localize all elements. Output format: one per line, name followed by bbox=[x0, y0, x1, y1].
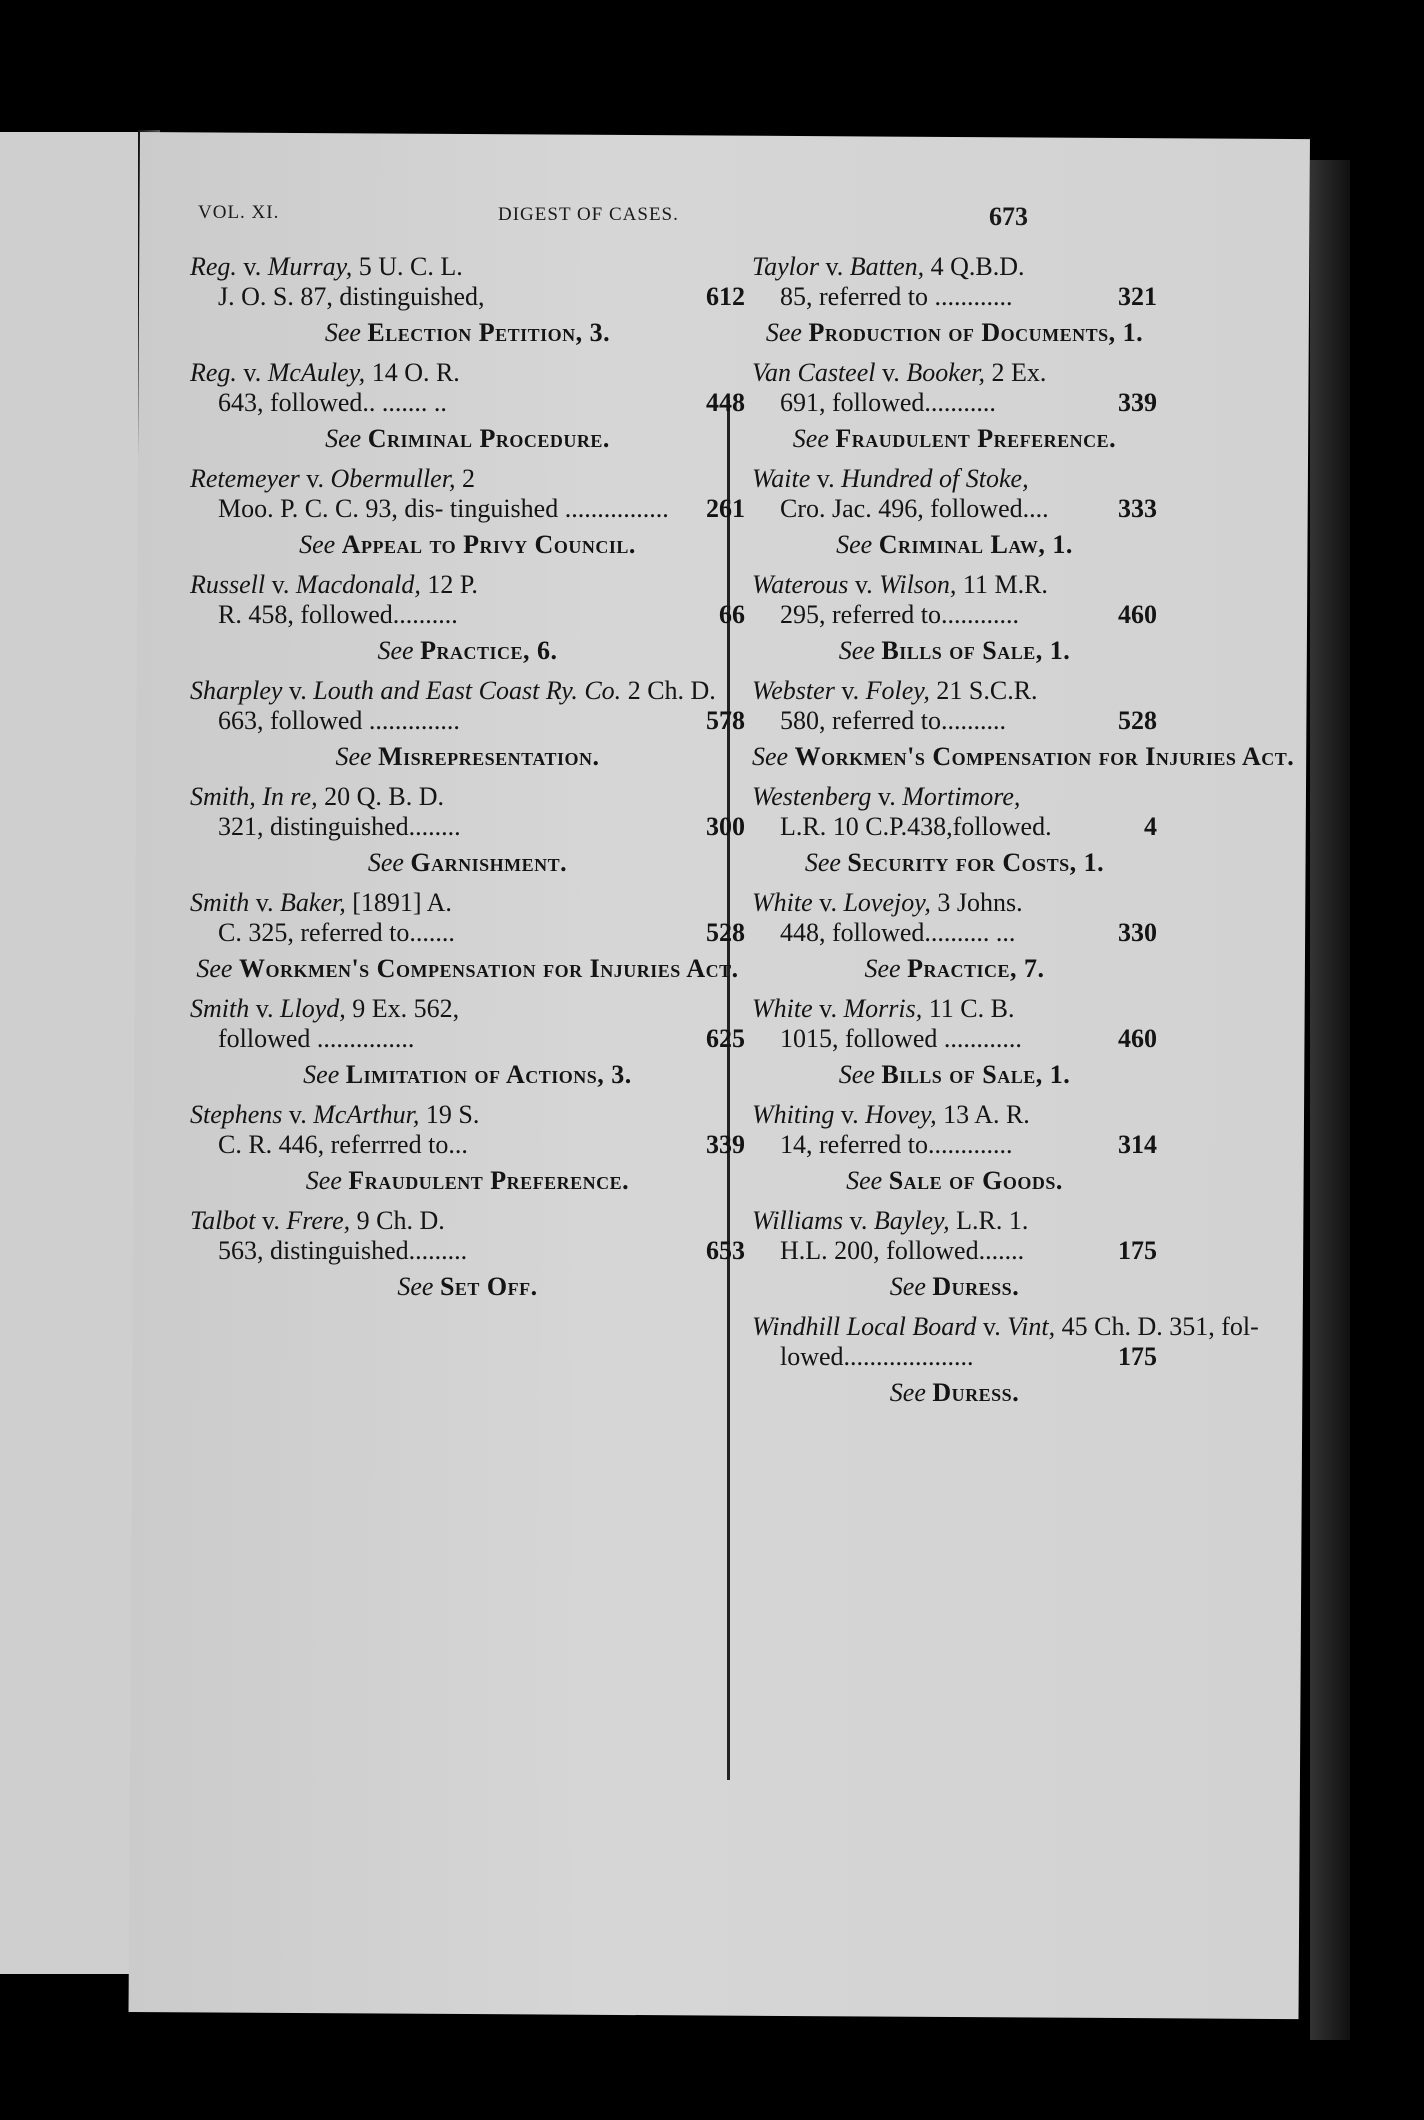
case-party-a: Van Casteel bbox=[752, 358, 876, 387]
case-party-b: Booker, bbox=[906, 358, 986, 387]
case-title-line bbox=[190, 464, 745, 494]
case-entry bbox=[190, 1100, 745, 1160]
case-treatment: 691, followed........... bbox=[780, 388, 996, 417]
case-page-ref: 66 bbox=[719, 600, 745, 629]
case-title-line bbox=[190, 994, 745, 1024]
case-entry bbox=[190, 782, 745, 842]
case-party-b: Murray, bbox=[267, 252, 353, 281]
case-party-a: Waite bbox=[752, 464, 811, 493]
case-versus: v. bbox=[812, 994, 844, 1023]
case-citation: 4 Q.B.D. bbox=[924, 252, 1025, 281]
case-title-line bbox=[190, 1206, 745, 1236]
see-topic: Criminal Law, 1. bbox=[878, 530, 1073, 559]
case-title-line bbox=[190, 888, 745, 918]
case-party-b: Bayley, bbox=[873, 1206, 950, 1235]
see-word: See bbox=[804, 848, 848, 877]
case-treatment: L.R. 10 C.P.438,followed. bbox=[780, 812, 1052, 841]
case-versus: v. bbox=[834, 1100, 866, 1129]
case-entry bbox=[752, 1100, 1157, 1160]
see-reference bbox=[752, 848, 1157, 878]
case-citation: 2 Ch. D. bbox=[621, 676, 716, 705]
case-party-a: Sharpley bbox=[190, 676, 283, 705]
case-detail-line bbox=[190, 812, 745, 842]
volume-label: VOL. XI. bbox=[198, 202, 280, 223]
case-citation: 20 Q. B. D. bbox=[317, 782, 444, 811]
case-citation: 21 S.C.R. bbox=[929, 676, 1038, 705]
case-treatment: 1015, followed ............ bbox=[780, 1024, 1022, 1053]
case-party-a: Waterous bbox=[752, 570, 849, 599]
case-entry bbox=[752, 1312, 1259, 1372]
case-treatment: 321, distinguished........ bbox=[218, 812, 461, 841]
case-treatment: 580, referred to.......... bbox=[780, 706, 1006, 735]
see-reference bbox=[752, 1166, 1157, 1196]
case-versus: v. bbox=[255, 1206, 287, 1235]
see-topic: Practice, 7. bbox=[907, 954, 1045, 983]
see-topic: Bills of Sale, 1. bbox=[881, 1060, 1071, 1089]
page-edge-right bbox=[1310, 160, 1350, 2040]
case-treatment: H.L. 200, followed....... bbox=[780, 1236, 1025, 1265]
page-number: 673 bbox=[989, 202, 1028, 231]
case-detail-line bbox=[190, 494, 745, 524]
case-detail-line bbox=[190, 282, 745, 312]
case-party-a: Taylor bbox=[752, 252, 819, 281]
see-word: See bbox=[752, 742, 795, 771]
case-entry bbox=[752, 358, 1157, 418]
see-word: See bbox=[889, 1272, 933, 1301]
case-versus: v. bbox=[875, 358, 907, 387]
see-word: See bbox=[397, 1272, 440, 1301]
case-citation: 2 bbox=[455, 464, 475, 493]
see-topic: Duress. bbox=[932, 1378, 1020, 1407]
see-reference bbox=[752, 424, 1157, 454]
case-versus: v. bbox=[249, 888, 281, 917]
case-entry bbox=[752, 252, 1157, 312]
case-detail-line bbox=[190, 600, 745, 630]
case-entry bbox=[752, 1206, 1157, 1266]
case-versus: v. bbox=[236, 252, 268, 281]
see-word: See bbox=[765, 318, 809, 347]
case-treatment: 448, followed.......... ... bbox=[780, 918, 1016, 947]
case-page-ref: 528 bbox=[1118, 706, 1157, 735]
case-entry bbox=[190, 252, 745, 312]
case-party-b: Lovejoy, bbox=[843, 888, 931, 917]
case-title-line bbox=[190, 358, 745, 388]
case-versus: v. bbox=[236, 358, 268, 387]
see-reference bbox=[190, 848, 745, 878]
see-reference bbox=[190, 1060, 745, 1090]
case-title-line bbox=[190, 676, 745, 706]
case-detail-line bbox=[190, 388, 745, 418]
see-word: See bbox=[838, 1060, 882, 1089]
case-detail-line bbox=[752, 388, 1157, 418]
case-title-line bbox=[752, 464, 1157, 494]
case-versus: v. bbox=[299, 464, 331, 493]
right-column bbox=[752, 252, 1295, 1418]
case-title-line bbox=[752, 1312, 1259, 1342]
case-detail-line bbox=[752, 706, 1157, 736]
see-topic: Criminal Procedure. bbox=[367, 424, 610, 453]
case-party-a: Talbot bbox=[190, 1206, 256, 1235]
see-reference bbox=[190, 530, 745, 560]
case-party-b: Baker, bbox=[280, 888, 346, 917]
case-citation: 11 M.R. bbox=[956, 570, 1048, 599]
case-entry bbox=[752, 464, 1157, 524]
case-versus: v. bbox=[810, 464, 842, 493]
case-citation: 14 O. R. bbox=[365, 358, 460, 387]
case-entry bbox=[190, 358, 745, 418]
case-citation: 5 U. C. L. bbox=[352, 252, 463, 281]
case-detail-line bbox=[752, 812, 1157, 842]
case-party-a: Windhill Local Board bbox=[752, 1312, 977, 1341]
case-title-line bbox=[752, 676, 1157, 706]
case-detail-line bbox=[752, 1342, 1157, 1372]
case-page-ref: 460 bbox=[1118, 1024, 1157, 1053]
case-entry bbox=[190, 888, 745, 948]
see-word: See bbox=[889, 1378, 933, 1407]
see-word: See bbox=[846, 1166, 889, 1195]
see-reference bbox=[190, 318, 745, 348]
case-detail-line bbox=[752, 1236, 1157, 1266]
see-word: See bbox=[325, 424, 368, 453]
case-versus: v. bbox=[843, 1206, 874, 1235]
case-page-ref: 175 bbox=[1118, 1236, 1157, 1265]
case-party-a: Reg. bbox=[190, 358, 237, 387]
case-page-ref: 339 bbox=[1118, 388, 1157, 417]
case-page-ref: 528 bbox=[706, 918, 745, 947]
case-page-ref: 333 bbox=[1118, 494, 1157, 523]
see-topic: Workmen's Compensation for Injuries Act. bbox=[794, 742, 1295, 771]
see-topic: Sale of Goods. bbox=[888, 1166, 1063, 1195]
case-page-ref: 653 bbox=[706, 1236, 745, 1265]
see-word: See bbox=[838, 636, 882, 665]
see-word: See bbox=[836, 530, 879, 559]
case-party-a: Smith bbox=[190, 994, 250, 1023]
case-title-line bbox=[190, 782, 745, 812]
case-page-ref: 300 bbox=[706, 812, 745, 841]
see-topic: Production of Documents, 1. bbox=[808, 318, 1144, 347]
case-party-b: Hovey, bbox=[865, 1100, 937, 1129]
case-party-b: Morris, bbox=[843, 994, 923, 1023]
case-party-b: McAuley, bbox=[267, 358, 366, 387]
see-reference bbox=[752, 1060, 1157, 1090]
see-topic: Practice, 6. bbox=[420, 636, 558, 665]
case-treatment: 295, referred to............ bbox=[780, 600, 1019, 629]
see-topic: Set Off. bbox=[439, 1272, 538, 1301]
case-party-b: Wilson, bbox=[879, 570, 957, 599]
case-detail-line bbox=[190, 706, 745, 736]
case-treatment: lowed.................... bbox=[780, 1342, 974, 1371]
case-entry bbox=[752, 888, 1157, 948]
see-word: See bbox=[196, 954, 239, 983]
case-versus: v. bbox=[818, 252, 850, 281]
see-word: See bbox=[792, 424, 836, 453]
case-entry bbox=[752, 782, 1157, 842]
case-party-a: White bbox=[752, 994, 813, 1023]
case-citation: 11 C. B. bbox=[922, 994, 1015, 1023]
case-versus: v. bbox=[976, 1312, 1008, 1341]
case-citation: L.R. 1. bbox=[949, 1206, 1029, 1235]
case-party-a: Smith, bbox=[190, 782, 256, 811]
case-versus: v. bbox=[812, 888, 844, 917]
case-party-a: Smith bbox=[190, 888, 250, 917]
see-topic: Limitation of Actions, 3. bbox=[345, 1060, 632, 1089]
case-citation: 2 Ex. bbox=[985, 358, 1047, 387]
case-citation: 19 S. bbox=[419, 1100, 480, 1129]
case-party-b: Obermuller, bbox=[330, 464, 456, 493]
case-versus: v. bbox=[265, 570, 296, 599]
see-topic: Workmen's Compensation for Injuries Act. bbox=[238, 954, 739, 983]
case-title-line bbox=[752, 570, 1157, 600]
see-reference bbox=[752, 742, 1295, 772]
see-word: See bbox=[299, 530, 342, 559]
case-party-b: McArthur, bbox=[313, 1100, 420, 1129]
case-party-b: Mortimore, bbox=[902, 782, 1021, 811]
see-reference bbox=[752, 530, 1157, 560]
see-word: See bbox=[305, 1166, 349, 1195]
case-treatment: 14, referred to............. bbox=[780, 1130, 1013, 1159]
case-treatment: Cro. Jac. 496, followed.... bbox=[780, 494, 1049, 523]
see-topic: Fraudulent Preference. bbox=[835, 424, 1117, 453]
see-topic: Security for Costs, 1. bbox=[847, 848, 1105, 877]
case-party-a: Webster bbox=[752, 676, 835, 705]
case-treatment: followed ............... bbox=[218, 1024, 415, 1053]
see-topic: Fraudulent Preference. bbox=[348, 1166, 630, 1195]
case-treatment: 85, referred to ............ bbox=[780, 282, 1013, 311]
case-party-b: In re, bbox=[262, 782, 318, 811]
case-citation: 9 Ex. 562, bbox=[345, 994, 460, 1023]
case-versus: v. bbox=[282, 1100, 314, 1129]
case-page-ref: 314 bbox=[1118, 1130, 1157, 1159]
case-title-line bbox=[190, 252, 745, 282]
case-treatment: C. 325, referred to....... bbox=[218, 918, 455, 947]
case-page-ref: 612 bbox=[706, 282, 745, 311]
see-word: See bbox=[367, 848, 411, 877]
case-versus: v. bbox=[834, 676, 866, 705]
case-entry bbox=[752, 994, 1157, 1054]
see-topic: Bills of Sale, 1. bbox=[881, 636, 1071, 665]
case-entry bbox=[752, 676, 1157, 736]
case-party-b: Vint, bbox=[1007, 1312, 1056, 1341]
see-reference bbox=[190, 1166, 745, 1196]
see-word: See bbox=[303, 1060, 346, 1089]
case-page-ref: 578 bbox=[706, 706, 745, 735]
case-detail-line bbox=[190, 918, 745, 948]
case-citation: 9 Ch. D. bbox=[350, 1206, 445, 1235]
case-versus: v. bbox=[282, 676, 314, 705]
case-detail-line bbox=[752, 1024, 1157, 1054]
case-title-line bbox=[752, 358, 1157, 388]
case-title-line bbox=[752, 1206, 1157, 1236]
page-header bbox=[198, 196, 1028, 236]
case-versus: v. bbox=[249, 994, 281, 1023]
case-title-line bbox=[752, 888, 1157, 918]
see-topic: Appeal to Privy Council. bbox=[341, 530, 636, 559]
case-versus: v. bbox=[871, 782, 903, 811]
case-party-a: Williams bbox=[752, 1206, 844, 1235]
case-party-b: Macdonald, bbox=[295, 570, 421, 599]
case-treatment: 563, distinguished......... bbox=[218, 1236, 468, 1265]
case-party-a: White bbox=[752, 888, 813, 917]
case-title-line bbox=[752, 782, 1157, 812]
case-title-line bbox=[752, 994, 1157, 1024]
see-reference bbox=[752, 1378, 1157, 1408]
case-party-a: Stephens bbox=[190, 1100, 283, 1129]
case-detail-line bbox=[752, 918, 1157, 948]
case-title-line bbox=[752, 252, 1157, 282]
see-word: See bbox=[335, 742, 379, 771]
case-treatment: 663, followed .............. bbox=[218, 706, 460, 735]
case-citation: [1891] A. bbox=[345, 888, 452, 917]
case-party-a: Westenberg bbox=[752, 782, 872, 811]
case-entry bbox=[190, 676, 745, 736]
case-title-line bbox=[752, 1100, 1157, 1130]
see-word: See bbox=[324, 318, 368, 347]
see-reference bbox=[190, 636, 745, 666]
case-entry bbox=[190, 464, 745, 524]
see-reference bbox=[190, 742, 745, 772]
see-reference bbox=[752, 636, 1157, 666]
case-page-ref: 330 bbox=[1118, 918, 1157, 947]
case-title-line bbox=[190, 570, 745, 600]
case-title-line bbox=[190, 1100, 745, 1130]
case-citation: 45 Ch. D. 351, fol- bbox=[1055, 1312, 1259, 1341]
case-party-b: Foley, bbox=[865, 676, 930, 705]
case-party-b: Louth and East Coast Ry. Co. bbox=[313, 676, 622, 705]
left-column bbox=[190, 252, 745, 1312]
case-party-a: Reg. bbox=[190, 252, 237, 281]
case-treatment: J. O. S. 87, distinguished, bbox=[218, 282, 485, 311]
case-entry bbox=[752, 570, 1157, 630]
see-reference bbox=[190, 954, 745, 984]
case-entry bbox=[190, 994, 745, 1054]
case-page-ref: 460 bbox=[1118, 600, 1157, 629]
case-entry bbox=[190, 1206, 745, 1266]
case-detail-line bbox=[752, 1130, 1157, 1160]
case-detail-line bbox=[190, 1236, 745, 1266]
case-citation: 13 A. R. bbox=[936, 1100, 1030, 1129]
see-word: See bbox=[377, 636, 421, 665]
case-detail-line bbox=[752, 600, 1157, 630]
case-detail-line bbox=[190, 1024, 745, 1054]
case-page-ref: 448 bbox=[706, 388, 745, 417]
case-party-b: Batten, bbox=[849, 252, 925, 281]
see-topic: Election Petition, 3. bbox=[367, 318, 611, 347]
case-detail-line bbox=[752, 282, 1157, 312]
case-party-b: Frere, bbox=[286, 1206, 351, 1235]
case-party-b: Hundred of Stoke, bbox=[841, 464, 1029, 493]
case-treatment: Moo. P. C. C. 93, dis- tinguished ................ bbox=[218, 494, 669, 523]
case-party-a: Retemeyer bbox=[190, 464, 300, 493]
case-detail-line bbox=[752, 494, 1157, 524]
see-topic: Duress. bbox=[932, 1272, 1020, 1301]
see-reference bbox=[752, 954, 1157, 984]
see-topic: Misrepresentation. bbox=[378, 742, 600, 771]
running-title: DIGEST OF CASES. bbox=[498, 204, 679, 225]
case-treatment: C. R. 446, referrred to... bbox=[218, 1130, 468, 1159]
see-reference bbox=[190, 424, 745, 454]
see-topic: Garnishment. bbox=[410, 848, 568, 877]
case-party-b: Lloyd, bbox=[280, 994, 346, 1023]
case-page-ref: 321 bbox=[1118, 282, 1157, 311]
see-word: See bbox=[864, 954, 908, 983]
case-page-ref: 339 bbox=[706, 1130, 745, 1159]
case-page-ref: 4 bbox=[1144, 812, 1157, 841]
case-party-a: Russell bbox=[190, 570, 266, 599]
case-page-ref: 625 bbox=[706, 1024, 745, 1053]
case-entry bbox=[190, 570, 745, 630]
see-reference bbox=[190, 1272, 745, 1302]
case-treatment: R. 458, followed.......... bbox=[218, 600, 458, 629]
case-page-ref: 175 bbox=[1118, 1342, 1157, 1371]
case-page-ref: 261 bbox=[706, 494, 745, 523]
case-citation: 3 Johns. bbox=[930, 888, 1023, 917]
see-reference bbox=[752, 318, 1157, 348]
case-citation: 12 P. bbox=[420, 570, 478, 599]
see-reference bbox=[752, 1272, 1157, 1302]
case-treatment: 643, followed.. ....... .. bbox=[218, 388, 447, 417]
case-versus: v. bbox=[848, 570, 880, 599]
adjacent-page-edge bbox=[0, 132, 138, 1974]
case-party-a: Whiting bbox=[752, 1100, 835, 1129]
case-detail-line bbox=[190, 1130, 745, 1160]
